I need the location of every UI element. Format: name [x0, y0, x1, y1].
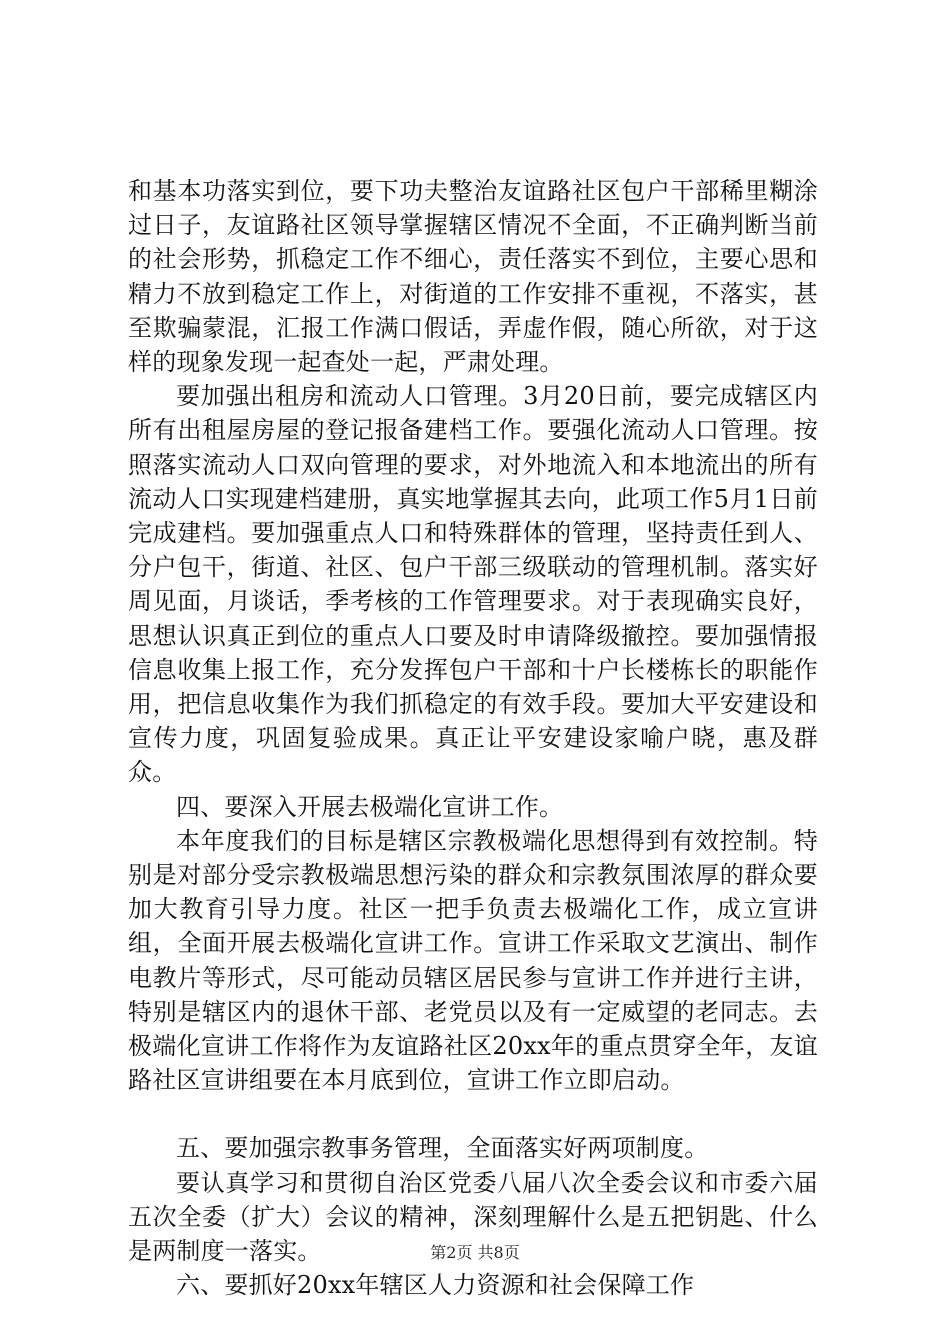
section-heading-5: 五、要加强宗教事务管理，全面落实好两项制度。: [176, 1134, 709, 1163]
section-heading-4: 四、要深入开展去极端化宣讲工作。: [176, 792, 564, 821]
paragraph-study-meeting: 要认真学习和贯彻自治区党委八届八次全委会议和市委六届五次全委（扩大）会议的精神，深刻理解什么是五把钥匙、什么是两制度一落实。: [128, 1168, 818, 1266]
paragraph-rental-housing: 要加强出租房和流动人口管理。3月20日前，要完成辖区内所有出租屋房屋的登记报备建档工作。要强化流动人口管理。按照落实流动人口双向管理的要求，对外地流入和本地流出的所有流动人口实现建档建册，真实地掌握其去向，此项工作5月1日前完成建档。要加强重点人口和特殊群体的管理，坚持责任到人、分户包干，街道、社区、包户干部三级联动的管理机制。落实好周见面，月谈话，季考核的工作管理要求。对于表现确实良好，思想认识真正到位的重点人口要及时申请降级撤控。要加强情报信息收集上报工作，充分发挥包户干部和十户长楼栋长的职能作用，把信息收集作为我们抓稳定的有效手段。要加大平安建设和宣传力度，巩固复验成果。真正让平安建设家喻户晓，惠及群众。: [128, 382, 818, 787]
paragraph-continuation: 和基本功落实到位，要下功夫整治友谊路社区包户干部稀里糊涂过日子，友谊路社区领导掌握辖区情况不全面，不正确判断当前的社会形势，抓稳定工作不细心，责任落实不到位，主要心思和精力不放到稳定工作上，对街道的工作安排不重视，不落实，甚至欺骗蒙混，汇报工作满口假话，弄虚作假，随心所欲，对于这样的现象发现一起查处一起，严肃处理。: [128, 177, 818, 377]
page-number-footer: 第2页 共8页: [430, 1243, 520, 1262]
document-body: [128, 174, 818, 1303]
section-heading-6: 六、要抓好20xx年辖区人力资源和社会保障工作: [176, 1271, 695, 1300]
paragraph-deradicalization: 本年度我们的目标是辖区宗教极端化思想得到有效控制。特别是对部分受宗教极端思想污染的群众和宗教氛围浓厚的群众要加大教育引导力度。社区一把手负责去极端化工作，成立宣讲组，全面开展去极端化宣讲工作。宣讲工作采取文艺演出、制作电教片等形式，尽可能动员辖区居民参与宣讲工作并进行主讲，特别是辖区内的退休干部、老党员以及有一定威望的老同志。去极端化宣讲工作将作为友谊路社区20xx年的重点贯穿全年，友谊路社区宣讲组要在本月底到位，宣讲工作立即启动。: [128, 826, 818, 1095]
paragraph-spacer: [128, 1097, 818, 1131]
